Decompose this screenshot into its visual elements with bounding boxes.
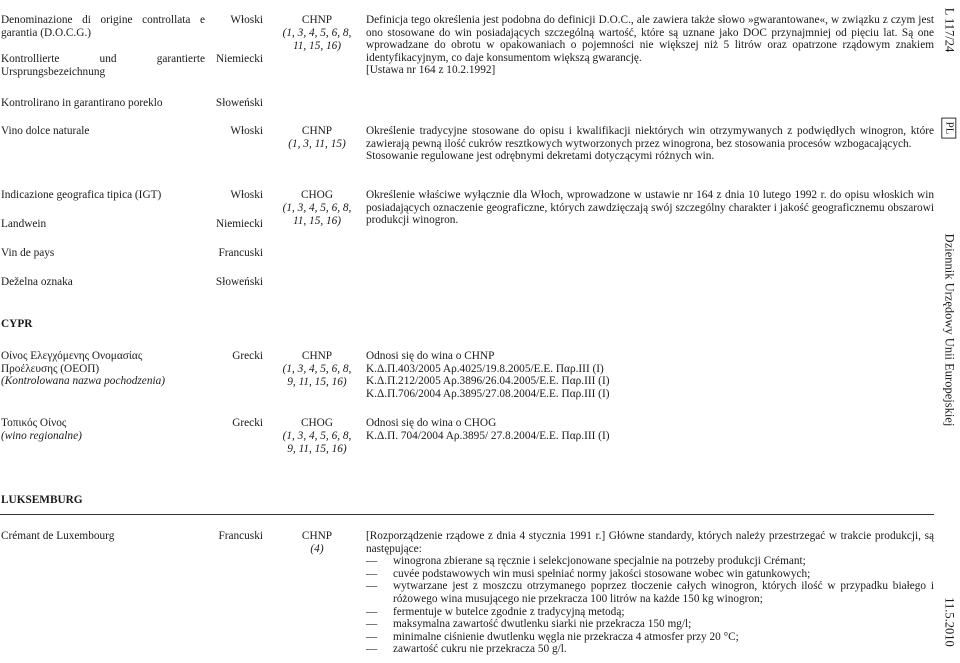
language-label: Niemiecki [215, 53, 263, 65]
journal-title: Dziennik Urzędowy Unii Europejskiej [942, 233, 957, 427]
language-label: Włoski [230, 14, 263, 26]
language-label: Włoski [230, 189, 263, 201]
list-item: — maksymalna zawartość dwutlenku siarki nie przekracza 150 mg/l; [366, 618, 934, 631]
term-line: Προέλευσης (ΟΕΟΠ) [1, 362, 100, 375]
term-line: Οίνος Ελεγχόμενης Ονομασίας [1, 350, 143, 362]
definition-line: Κ.Δ.Π. 704/2004 Αρ.3895/ 27.8.2004/Ε.Ε. Παρ.ΙΙΙ (Ι) [366, 429, 610, 442]
term-translation: (wino regionalne) [1, 429, 82, 442]
page-margin [938, 0, 960, 663]
section-divider [0, 514, 934, 515]
language-label: Słoweński [215, 276, 263, 288]
category-label: CHNP [301, 125, 333, 137]
term-cremant: Crémant de Luxembourg [1, 530, 115, 542]
term-translation: (Kontrolowana nazwa pochodzenia) [1, 375, 166, 388]
definition-line: Κ.Δ.Π.403/2005 Αρ.4025/19.8.2005/Ε.Ε. Παρ.ΙΙΙ (Ι) [366, 362, 604, 375]
term-doc-g: Denominazione di origine controllata e garantia (D.O.C.G.) [1, 14, 205, 39]
definition-text [366, 417, 934, 442]
reference-list: (1, 3, 4, 5, 6, 8, 9, 11, 15, 16) [282, 363, 352, 388]
term-topikos-oinos [1, 417, 205, 442]
law-reference: [Ustawa nr 164 z 10.2.1992] [366, 64, 496, 77]
term-kontrollierte: Kontrollierte und garantierte Ursprungsbezeichnung [1, 53, 205, 78]
definition-intro: [Rozporządzenie rządowe z dnia 4 stycznia 1991 r.] Główne standardy, których należy przestrzegać w trakcie produkcji, są następujące: [366, 530, 934, 555]
language-label: Francuski [218, 530, 263, 542]
term-vino-dolce: Vino dolce naturale [1, 125, 90, 137]
category-label: CHOG [300, 417, 333, 429]
term-igt: Indicazione geografica tipica (IGT) [1, 189, 162, 201]
definition-text: Określenie właściwe wyłącznie dla Włoch, wprowadzone w ustawie nr 164 z dnia 10 lutego 1992 r. do opisu włoskich win posiadających oznaczenie geograficzne, których zawdzięczają swój szczególny charakter i jakość geograficznemu obszarowi produkcji winogron. [366, 189, 934, 227]
definition-line: Κ.Δ.Π.212/2005 Αρ.3896/26.04.2005/Ε.Ε. Παρ.ΙΙΙ (Ι) [366, 375, 610, 388]
definition-text [366, 350, 934, 400]
list-item: — winogrona zbierane są ręcznie i selekcjonowane specjalnie na potrzeby produkcji Crémant; [366, 555, 934, 568]
definition-note: Stosowanie regulowane jest odrębnymi dekretami dotyczącymi różnych win. [366, 150, 715, 163]
term-kontrolirano: Kontrolirano in garantirano poreklo [1, 97, 163, 109]
definition-line: Κ.Δ.Π.706/2004 Αρ.3895/27.08.2004/Ε.Ε. Παρ.ΙΙΙ (Ι) [366, 387, 610, 400]
definition-text [366, 14, 934, 77]
category-label: CHNP [301, 14, 333, 26]
list-item: — fermentuje w butelce zgodnie z tradycyjną metodą; [366, 606, 934, 619]
language-label: Grecki [232, 350, 263, 362]
language-label: Francuski [218, 247, 263, 259]
list-item: — cuvée podstawowych win musi spełniać normy jakości stosowane wobec win gatunkowych; [366, 568, 934, 581]
language-label: Niemiecki [215, 218, 263, 230]
language-label: Grecki [232, 417, 263, 429]
definition-paragraph: Definicja tego określenia jest podobna do definicji D.O.C., ale zawiera także słowo »gwarantowane«, w związku z czym jest ono stosowane do win posiadających szczególną wartość, które są uznane jako DOC przynajmniej od pięciu lat. Są one wprowadzane do obrotu w opakowaniach o pojemności nie większej niż 5 litrów oraz opatrzone rządowym znakiem identyfikacyjnym, co daje konsumentom większą gwarancję. [366, 14, 934, 64]
reference-list: (1, 3, 4, 5, 6, 8, 9, 11, 15, 16) [282, 430, 352, 455]
term-oeop [1, 350, 205, 388]
category-label: CHOG [300, 189, 333, 201]
standards-list [366, 555, 934, 656]
publication-date: 11.5.2010 [942, 597, 957, 647]
definition-text [366, 125, 934, 163]
term-landwein: Landwein [1, 218, 47, 230]
page-reference: L 117/24 [942, 7, 957, 53]
country-heading-luksemburg: LUKSEMBURG [1, 494, 83, 506]
reference-list: (1, 3, 4, 5, 6, 8, 11, 15, 16) [282, 202, 352, 227]
category-label: CHNP [301, 530, 333, 542]
term-line: Τοπικός Οίνος [1, 417, 67, 429]
reference-list: (1, 3, 4, 5, 6, 8, 11, 15, 16) [282, 27, 352, 52]
reference-list: (4) [310, 543, 324, 555]
country-heading-cypr: CYPR [1, 318, 33, 330]
term-vin-de-pays: Vin de pays [1, 247, 55, 259]
list-item: — minimalne ciśnienie dwutlenku węgla nie przekracza 4 atmosfer przy 20 °C; [366, 631, 934, 644]
category-label: CHNP [301, 350, 333, 362]
list-item: — wytwarzane jest z moszczu otrzymanego poprzez tłoczenie całych winogron, których ilość w przypadku białego i różowego wina musującego nie przekracza 100 litrów na każde 150 kg winogron; [366, 580, 934, 605]
definition-paragraph: Określenie tradycyjne stosowane do opisu i kwalifikacji niektórych win otrzymywanych z podwiędłych winogron, które zawierają pewną ilość cukrów resztkowych wytworzonych przez winogrona, bez stosowania procesów wzbogacających. [366, 125, 934, 150]
list-item: — zawartość cukru nie przekracza 50 g/l. [366, 643, 934, 656]
term-dezelna: Deželna oznaka [1, 276, 73, 288]
reference-list: (1, 3, 11, 15) [288, 138, 346, 150]
language-code-box: PL [942, 118, 957, 139]
definition-line: Odnosi się do wina o CHNP [366, 350, 495, 362]
language-label: Słoweński [215, 97, 263, 109]
definition-line: Odnosi się do wina o CHOG [366, 417, 497, 429]
definition-text [366, 530, 934, 656]
language-label: Włoski [230, 125, 263, 137]
